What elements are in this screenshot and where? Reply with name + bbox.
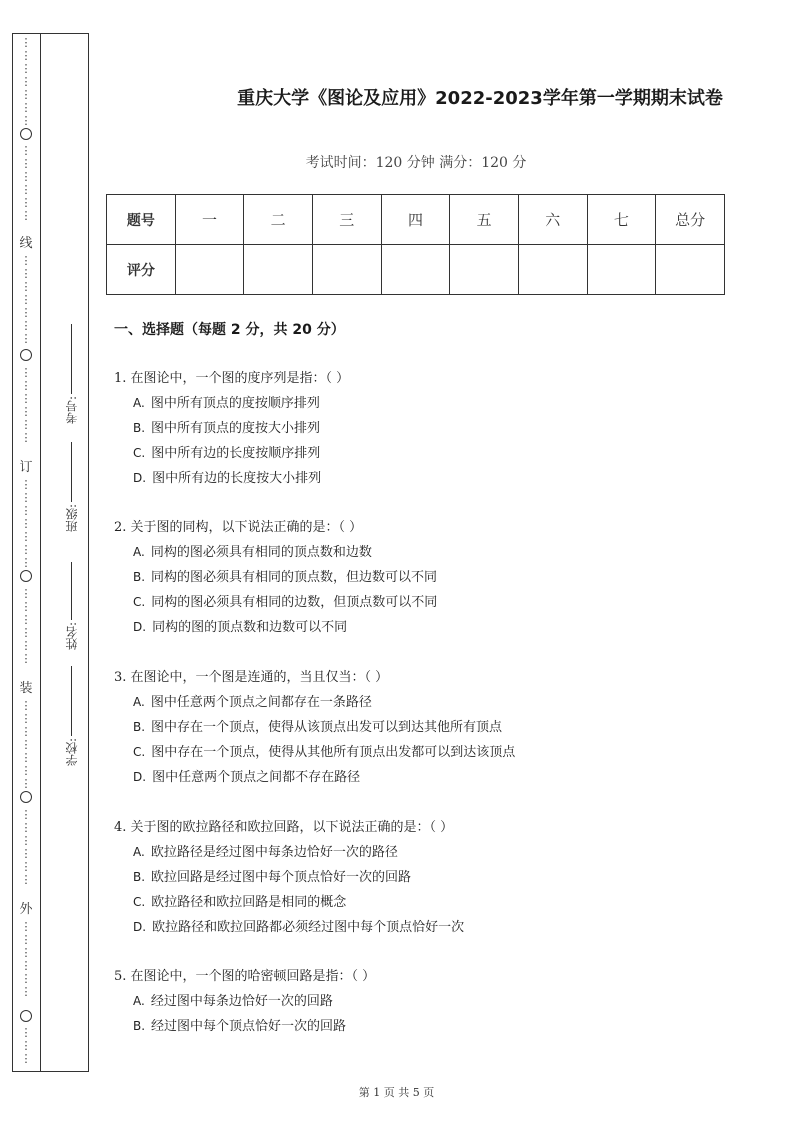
option-text: 图中所有顶点的度按大小排列	[151, 421, 321, 436]
option-letter: B.	[133, 421, 146, 435]
option-a[interactable]	[133, 690, 754, 715]
score-column-header: 一	[175, 195, 244, 245]
option-letter: A.	[133, 994, 145, 1008]
binding-divider	[40, 33, 41, 1072]
option-text: 欧拉路径和欧拉回路都必须经过图中每个顶点恰好一次	[152, 920, 465, 935]
question-stem: 3. 在图论中，一个图是连通的，当且仅当：（ ）	[114, 670, 389, 685]
binding-hole-circle	[20, 570, 32, 582]
field-exam-number[interactable]	[62, 322, 80, 424]
question-2	[114, 515, 754, 640]
question-stem: 5. 在图论中，一个图的哈密顿回路是指：（ ）	[114, 969, 376, 984]
dotted-line: ⋮ ⋮ ⋮	[20, 1026, 32, 1065]
score-cell[interactable]	[450, 245, 519, 295]
fill-line	[71, 562, 72, 620]
dotted-line: ⋮ ⋮ ⋮ ⋮ ⋮ ⋮	[20, 587, 32, 665]
option-letter: B.	[133, 870, 146, 884]
option-text: 同构的图必须具有相同的顶点数，但边数可以不同	[151, 570, 438, 585]
field-name[interactable]	[62, 560, 80, 650]
score-cell[interactable]	[312, 245, 381, 295]
score-table	[106, 194, 725, 295]
section-title: 一、选择题（每题 2 分，共 20 分）	[114, 322, 345, 338]
option-letter: A.	[133, 396, 145, 410]
option-letter: C.	[133, 745, 146, 759]
question-5	[114, 964, 754, 1039]
dotted-line: ⋮ ⋮ ⋮ ⋮ ⋮ ⋮ ⋮	[20, 254, 32, 345]
option-letter: D.	[133, 620, 147, 634]
dotted-line: ⋮ ⋮ ⋮ ⋮ ⋮ ⋮	[20, 920, 32, 998]
binding-mark-zhuang: 装	[19, 681, 33, 696]
option-text: 经过图中每个顶点恰好一次的回路	[151, 1019, 347, 1034]
option-letter: D.	[133, 770, 147, 784]
option-d[interactable]	[133, 615, 754, 640]
field-label-exam-number: 考号:	[64, 396, 79, 425]
binding-hole-circle	[20, 349, 32, 361]
option-text: 同构的图必须具有相同的边数，但顶点数可以不同	[151, 595, 438, 610]
dotted-line: ⋮ ⋮ ⋮ ⋮ ⋮ ⋮	[20, 808, 32, 886]
option-a[interactable]	[133, 989, 754, 1014]
option-text: 同构的图必须具有相同的顶点数和边数	[150, 545, 372, 560]
dotted-line: ⋮ ⋮ ⋮ ⋮ ⋮ ⋮	[20, 144, 32, 222]
option-c[interactable]	[133, 890, 754, 915]
binding-mark-ding: 订	[19, 460, 33, 475]
option-text: 图中存在一个顶点，使得从该顶点出发可以到达其他所有顶点	[151, 720, 503, 735]
option-a[interactable]	[133, 540, 754, 565]
option-text: 经过图中每条边恰好一次的回路	[150, 994, 333, 1009]
option-letter: C.	[133, 595, 146, 609]
question-4	[114, 815, 754, 940]
score-column-header: 七	[587, 195, 656, 245]
option-letter: D.	[133, 471, 147, 485]
binding-mark-wai: 外	[19, 902, 33, 917]
question-stem: 4. 关于图的欧拉路径和欧拉回路，以下说法正确的是：（ ）	[114, 820, 454, 835]
exam-title: 重庆大学《图论及应用》2022-2023学年第一学期期末试卷	[237, 88, 723, 109]
page-footer: 第 1 页 共 5 页	[358, 1086, 435, 1099]
option-d[interactable]	[133, 915, 754, 940]
score-cell[interactable]	[656, 245, 725, 295]
option-letter: A.	[133, 545, 145, 559]
score-column-header: 三	[312, 195, 381, 245]
option-letter: C.	[133, 895, 146, 909]
binding-mark-xian: 线	[19, 236, 33, 251]
option-text: 同构的图的顶点数和边数可以不同	[152, 620, 348, 635]
option-text: 图中所有顶点的度按顺序排列	[150, 396, 320, 411]
score-column-header: 二	[244, 195, 313, 245]
option-d[interactable]	[133, 765, 754, 790]
option-text: 欧拉路径和欧拉回路是相同的概念	[151, 895, 347, 910]
question-3	[114, 665, 754, 790]
dotted-line: ⋮ ⋮ ⋮ ⋮ ⋮ ⋮ ⋮	[20, 478, 32, 569]
option-c[interactable]	[133, 740, 754, 765]
fill-line	[71, 666, 72, 736]
option-c[interactable]	[133, 441, 754, 466]
score-column-header: 五	[450, 195, 519, 245]
option-a[interactable]	[133, 840, 754, 865]
field-label-class: 班级:	[64, 504, 79, 533]
score-table-score-row	[107, 245, 725, 295]
binding-dot-column	[12, 36, 40, 1068]
option-letter: A.	[133, 695, 145, 709]
dotted-line: ⋮ ⋮ ⋮ ⋮ ⋮ ⋮	[20, 366, 32, 444]
question-stem: 2. 关于图的同构，以下说法正确的是：（ ）	[114, 520, 363, 535]
option-letter: B.	[133, 1019, 146, 1033]
option-letter: B.	[133, 570, 146, 584]
option-b[interactable]	[133, 565, 754, 590]
option-letter: C.	[133, 446, 146, 460]
binding-hole-circle	[20, 1010, 32, 1022]
fill-line	[71, 442, 72, 502]
field-label-school: 学校:	[64, 738, 79, 767]
option-text: 图中存在一个顶点，使得从其他所有顶点出发都可以到达该顶点	[151, 745, 516, 760]
option-a[interactable]	[133, 391, 754, 416]
score-cell[interactable]	[175, 245, 244, 295]
score-column-header: 六	[518, 195, 587, 245]
question-1	[114, 366, 754, 491]
option-letter: A.	[133, 845, 145, 859]
field-class[interactable]	[62, 440, 80, 532]
question-stem: 1. 在图论中，一个图的度序列是指：（ ）	[114, 371, 350, 386]
score-table-row-label: 评分	[107, 245, 176, 295]
score-cell[interactable]	[244, 245, 313, 295]
option-text: 欧拉回路是经过图中每个顶点恰好一次的回路	[151, 870, 412, 885]
exam-meta: 考试时间：120 分钟 满分：120 分	[305, 155, 527, 171]
option-b[interactable]	[133, 1014, 754, 1039]
option-letter: D.	[133, 920, 147, 934]
binding-hole-circle	[20, 791, 32, 803]
option-text: 欧拉路径是经过图中每条边恰好一次的路径	[150, 845, 398, 860]
option-b[interactable]	[133, 865, 754, 890]
option-text: 图中任意两个顶点之间都存在一条路径	[150, 695, 372, 710]
score-column-header: 四	[381, 195, 450, 245]
binding-hole-circle	[20, 128, 32, 140]
score-column-header: 总分	[656, 195, 725, 245]
score-cell[interactable]	[518, 245, 587, 295]
field-label-name: 姓名:	[64, 622, 79, 651]
dotted-line: ⋮ ⋮ ⋮ ⋮ ⋮ ⋮ ⋮	[20, 699, 32, 790]
score-cell[interactable]	[587, 245, 656, 295]
score-cell[interactable]	[381, 245, 450, 295]
option-c[interactable]	[133, 590, 754, 615]
option-letter: B.	[133, 720, 146, 734]
option-text: 图中所有边的长度按大小排列	[152, 471, 322, 486]
score-table-row-label: 题号	[107, 195, 176, 245]
option-text: 图中任意两个顶点之间都不存在路径	[152, 770, 361, 785]
option-b[interactable]	[133, 715, 754, 740]
option-d[interactable]	[133, 466, 754, 491]
field-school[interactable]	[62, 664, 80, 766]
dotted-line: ⋮ ⋮ ⋮ ⋮ ⋮ ⋮ ⋮	[20, 36, 32, 127]
fill-line	[71, 324, 72, 394]
option-b[interactable]	[133, 416, 754, 441]
score-table-header-row	[107, 195, 725, 245]
option-text: 图中所有边的长度按顺序排列	[151, 446, 321, 461]
